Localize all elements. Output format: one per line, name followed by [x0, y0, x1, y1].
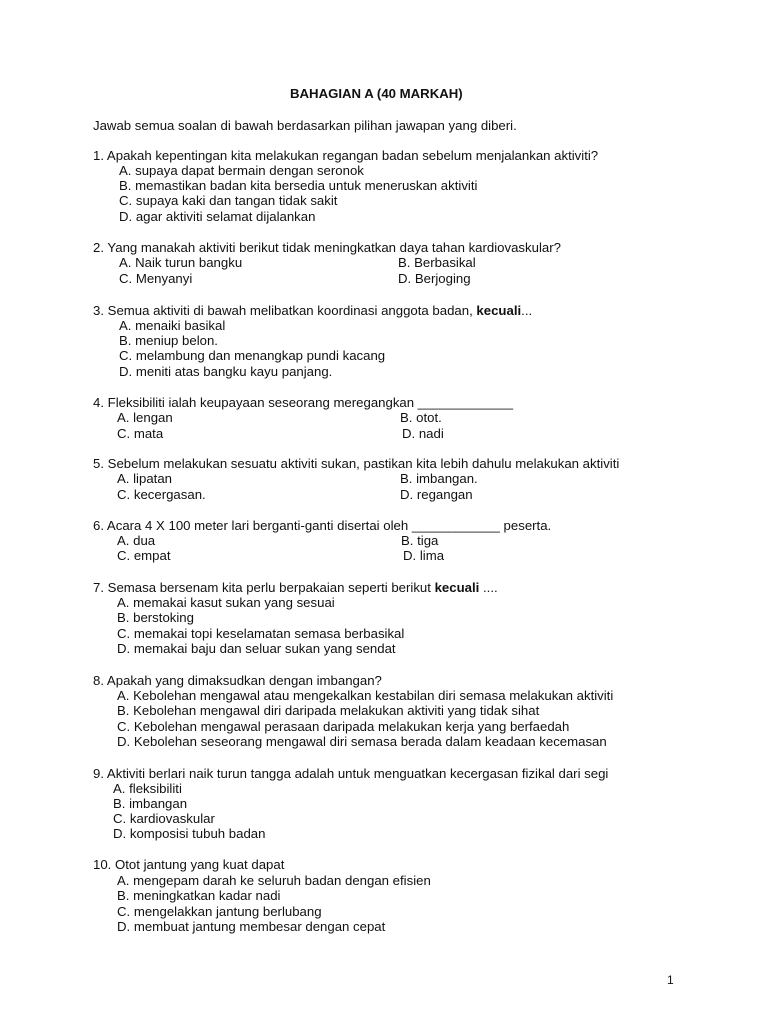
q10-option-c: C. mengelakkan jantung berlubang	[117, 904, 322, 919]
q1-option-c: C. supaya kaki dan tangan tidak sakit	[119, 193, 338, 208]
q6-option-a: A. dua	[117, 533, 156, 548]
q3-option-c: C. melambung dan menangkap pundi kacang	[119, 348, 386, 363]
q3-option-a: A. menaiki basikal	[119, 318, 226, 333]
q8-option-c: C. Kebolehan mengawal perasaan daripada melakukan kerja yang berfaedah	[117, 719, 570, 734]
question-4: 4. Fleksibiliti ialah keupayaan seseorang meregangkan _____________	[93, 395, 514, 410]
q5-option-a: A. lipatan	[117, 471, 172, 486]
q4-option-a: A. lengan	[117, 410, 173, 425]
q10-option-a: A. mengepam darah ke seluruh badan dengan efisien	[117, 873, 431, 888]
q8-option-a: A. Kebolehan mengawal atau mengekalkan kestabilan diri semasa melakukan aktiviti	[117, 688, 614, 703]
q5-option-b: B. imbangan.	[400, 471, 478, 486]
section-title: BAHAGIAN A (40 MARKAH)	[290, 86, 463, 101]
q8-option-d: D. Kebolehan seseorang mengawal diri semasa berada dalam keadaan kecemasan	[117, 734, 607, 749]
q7-option-b: B. berstoking	[117, 610, 194, 625]
q7-text-main: 7. Semasa bersenam kita perlu berpakaian seperti berikut	[93, 580, 435, 595]
q3-option-b: B. meniup belon.	[119, 333, 218, 348]
q7-option-c: C. memakai topi keselamatan semasa berbasikal	[117, 626, 405, 641]
question-1: 1. Apakah kepentingan kita melakukan regangan badan sebelum menjalankan aktiviti?	[93, 148, 599, 163]
q6-option-c: C. empat	[117, 548, 171, 563]
q5-option-d: D. regangan	[400, 487, 473, 502]
q1-option-b: B. memastikan badan kita bersedia untuk meneruskan aktiviti	[119, 178, 478, 193]
q4-option-b: B. otot.	[400, 410, 442, 425]
q2-option-d: D. Berjoging	[398, 271, 471, 286]
q10-option-b: B. meningkatkan kadar nadi	[117, 888, 281, 903]
q2-option-a: A. Naik turun bangku	[119, 255, 243, 270]
q9-option-a: A. fleksibiliti	[113, 781, 182, 796]
q9-option-d: D. komposisi tubuh badan	[113, 826, 266, 841]
q9-option-b: B. imbangan	[113, 796, 188, 811]
q2-option-c: C. Menyanyi	[119, 271, 193, 286]
q7-text-kecuali: kecuali	[434, 580, 480, 595]
question-9: 9. Aktiviti berlari naik turun tangga adalah untuk menguatkan kecergasan fizikal dari segi	[93, 766, 609, 781]
q1-option-d: D. agar aktiviti selamat dijalankan	[119, 209, 316, 224]
q6-option-d: D. lima	[403, 548, 445, 563]
q4-option-d: D. nadi	[402, 426, 444, 441]
q7-option-d: D. memakai baju dan seluar sukan yang sendat	[117, 641, 396, 656]
question-8: 8. Apakah yang dimaksudkan dengan imbangan?	[93, 673, 382, 688]
q1-option-a: A. supaya dapat bermain dengan seronok	[119, 163, 364, 178]
question-3	[93, 303, 532, 318]
instruction-text: Jawab semua soalan di bawah berdasarkan pilihan jawapan yang diberi.	[93, 118, 517, 133]
question-2: 2. Yang manakah aktiviti berikut tidak meningkatkan daya tahan kardiovaskular?	[93, 240, 561, 255]
question-10: 10. Otot jantung yang kuat dapat	[93, 857, 285, 872]
question-7	[93, 580, 498, 595]
q7-option-a: A. memakai kasut sukan yang sesuai	[117, 595, 335, 610]
q3-option-d: D. meniti atas bangku kayu panjang.	[119, 364, 333, 379]
q5-option-c: C. kecergasan.	[117, 487, 206, 502]
q4-option-c: C. mata	[117, 426, 164, 441]
q10-option-d: D. membuat jantung membesar dengan cepat	[117, 919, 386, 934]
q3-text-main: 3. Semua aktiviti di bawah melibatkan koordinasi anggota badan,	[93, 303, 477, 318]
q9-option-c: C. kardiovaskular	[113, 811, 215, 826]
q7-text-ellipsis: ....	[479, 580, 498, 595]
q3-text-kecuali: kecuali	[476, 303, 522, 318]
question-5: 5. Sebelum melakukan sesuatu aktiviti sukan, pastikan kita lebih dahulu melakukan aktiviti	[93, 456, 620, 471]
q6-option-b: B. tiga	[401, 533, 439, 548]
page-number: 1	[667, 973, 674, 987]
question-6: 6. Acara 4 X 100 meter lari berganti-ganti disertai oleh ____________ peserta.	[93, 518, 552, 533]
q2-option-b: B. Berbasikal	[398, 255, 476, 270]
q8-option-b: B. Kebolehan mengawal diri daripada melakukan aktiviti yang tidak sihat	[117, 703, 540, 718]
q3-text-ellipsis: ...	[521, 303, 533, 318]
